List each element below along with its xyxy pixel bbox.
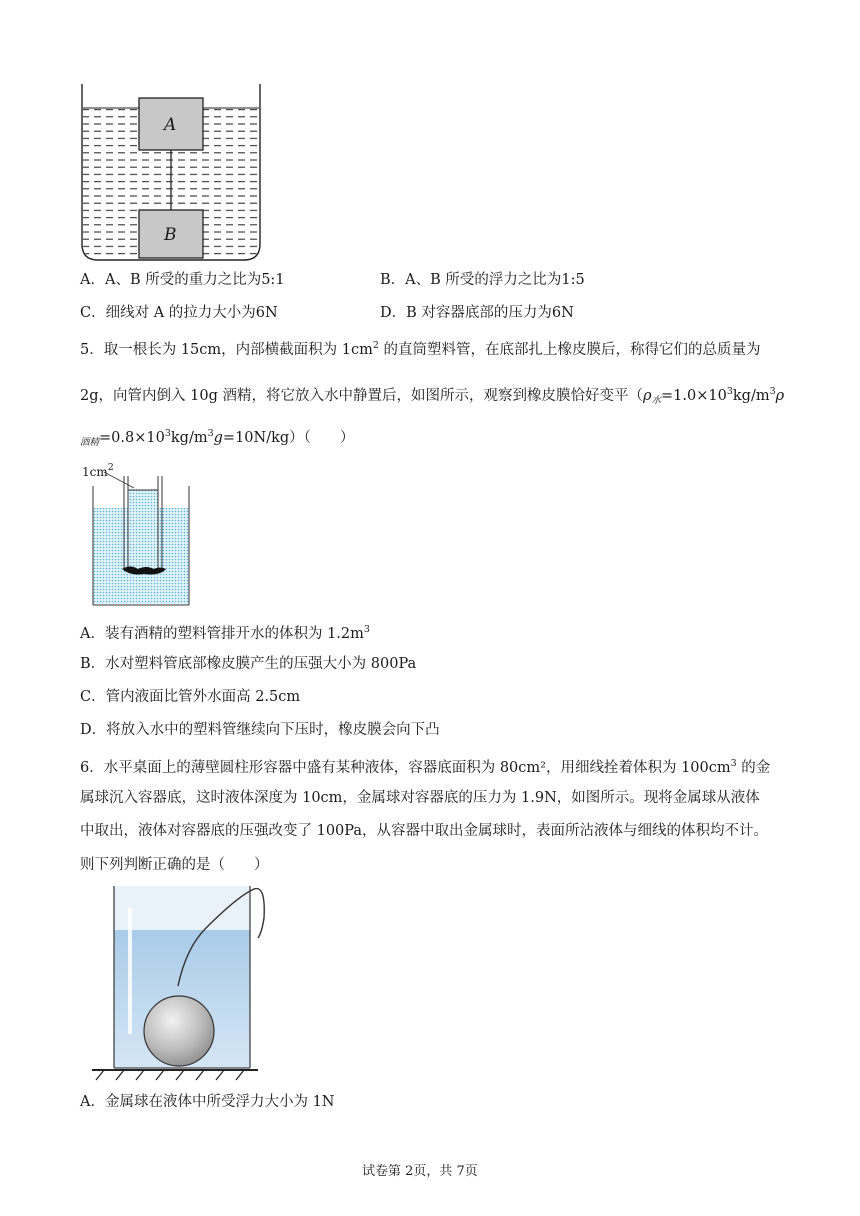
q6-stem-line3: 中取出，液体对容器底的压强改变了 100Pa，从容器中取出金属球时，表面所沾液体与细线的体积均不计。 bbox=[80, 823, 769, 839]
q4-option-a: A．A、B 所受的重力之比为5:1 bbox=[80, 272, 285, 288]
q5-stem-line2: 2g，向管内倒入 10g 酒精，将它放入水中静置后，如图所示，观察到橡皮膜恰好变平（$\rho_水=1.0\times 10^3kg/m^3\rho$ bbox=[80, 386, 785, 406]
q5-option-a: A．装有酒精的塑料管排开水的体积为 $1.2m^3$ bbox=[80, 624, 370, 642]
q5-option-b: B．水对塑料管底部橡皮膜产生的压强大小为 800Pa bbox=[80, 656, 417, 672]
q5-option-c: C．管内液面比管外水面高 2.5cm bbox=[80, 689, 301, 705]
q4-option-b: B．A、B 所受的浮力之比为1:5 bbox=[380, 272, 585, 288]
figure-tube-in-water bbox=[90, 468, 192, 608]
figure-metal-ball bbox=[86, 878, 270, 1083]
q5-stem-line1: 5．取一根长为 15cm，内部横截面积为 $1cm^2$ 的直筒塑料管，在底部扎上橡皮膜后，称得它们的总质量为 bbox=[80, 340, 761, 358]
block-a-label: A bbox=[164, 115, 177, 135]
q5-stem-line3: $_{酒精}=0.8\times 10^3kg/m^3g=10N/kg$）（ ） bbox=[80, 428, 355, 448]
q6-stem-line2: 属球沉入容器底，这时液体深度为 10cm，金属球对容器底的压力为 1.9N，如图所示。现将金属球从液体 bbox=[80, 790, 760, 806]
q6-stem-line4: 则下列判断正确的是（ ） bbox=[80, 857, 269, 873]
block-b-label: B bbox=[164, 225, 177, 245]
tube-area-label: $1cm^2$ bbox=[82, 462, 114, 479]
q6-stem-line1: 6．水平桌面上的薄壁圆柱形容器中盛有某种液体，容器底面积为 80cm²，用细线拴着体积为 $100cm^3$ 的金 bbox=[80, 758, 771, 776]
q4-option-c: C．细线对 A 的拉力大小为6N bbox=[80, 305, 278, 321]
page-footer: 试卷第 2页，共 7页 bbox=[362, 1164, 478, 1179]
q6-option-a: A．金属球在液体中所受浮力大小为 1N bbox=[80, 1094, 335, 1110]
q5-option-d: D．将放入水中的塑料管继续向下压时，橡皮膜会向下凸 bbox=[80, 722, 440, 738]
q4-option-d: D．B 对容器底部的压力为6N bbox=[380, 305, 574, 321]
